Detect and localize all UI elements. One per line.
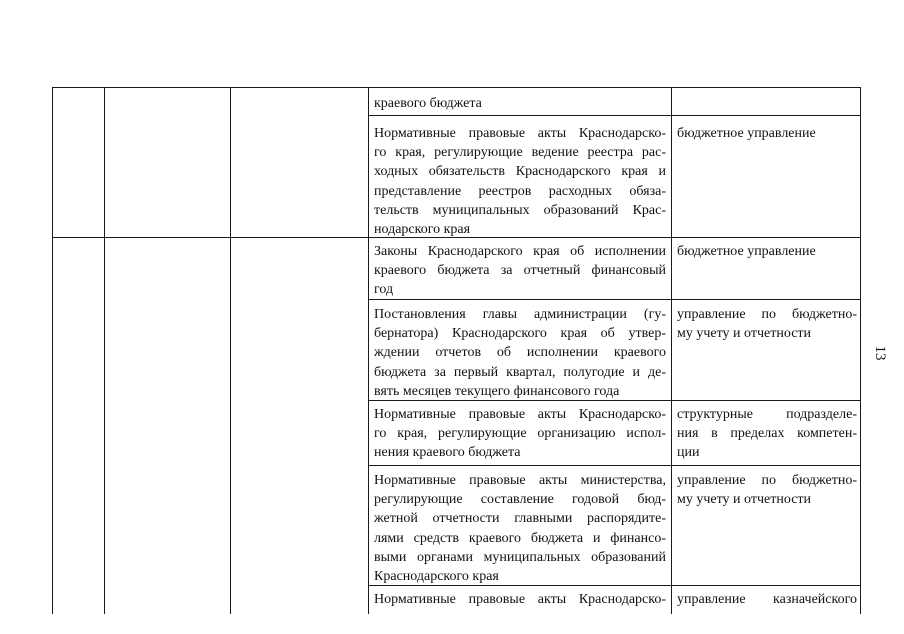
text-line: жетной отчетности главными распорядите- xyxy=(374,511,666,527)
text-line: представление реестров расходных обяза- xyxy=(374,183,666,199)
document-cell xyxy=(374,242,666,300)
column-divider-1 xyxy=(104,87,105,614)
text-line: му учету и отчетности xyxy=(677,326,812,342)
text-line: ции xyxy=(677,445,700,461)
text-line: бернатора) Краснодарского края об утвер- xyxy=(374,326,666,342)
document-cell xyxy=(374,471,666,586)
text-line: лями средств краевого бюджета и финансо- xyxy=(374,530,666,546)
text-line: тельств муниципальных образований Крас- xyxy=(374,202,666,218)
column-divider-4 xyxy=(671,87,672,614)
executor-cell xyxy=(677,471,857,509)
text-line: го края, регулирующие ведение реестра рас- xyxy=(374,145,666,161)
text-line: управление по бюджетно- xyxy=(677,473,857,488)
text-line: вять месяцев текущего финансового года xyxy=(374,383,620,399)
table-border-top xyxy=(52,87,861,88)
text-line: го края, регулирующие организацию испол- xyxy=(374,426,666,442)
page-number: 13 xyxy=(872,345,888,361)
executor-cell xyxy=(677,590,857,609)
text-line: нения краевого бюджета xyxy=(374,445,521,461)
text-line: Нормативные правовые акты Краснодарско- xyxy=(374,126,666,141)
text-line: управление казначейского xyxy=(677,592,857,607)
text-line: бюджета за первый квартал, полугодие и де- xyxy=(374,364,666,380)
text-line: управление по бюджетно- xyxy=(677,307,857,322)
document-cell xyxy=(374,305,666,401)
text-line: бюджетное управление xyxy=(677,244,816,259)
text-line: бюджетное управление xyxy=(677,126,816,141)
document-cell xyxy=(374,590,666,609)
text-line: ния в пределах компетен- xyxy=(677,426,857,442)
text-line: нодарского края xyxy=(374,222,471,238)
text-line: выми органами муниципальных образований xyxy=(374,549,666,565)
text-line: Нормативные правовые акты Краснодарско- xyxy=(374,592,666,607)
column-divider-2 xyxy=(230,87,231,614)
document-cell xyxy=(374,94,666,113)
executor-cell xyxy=(677,305,857,343)
row-separator xyxy=(368,115,861,116)
text-line: краевого бюджета xyxy=(374,96,482,111)
text-line: год xyxy=(374,282,394,298)
text-line: му учету и отчетности xyxy=(677,492,812,508)
table-border-right xyxy=(860,87,861,614)
document-cell xyxy=(374,124,666,239)
text-line: ждении отчетов об исполнении краевого xyxy=(374,345,666,361)
table-border-left xyxy=(52,87,53,614)
text-line: Нормативные правовые акты министерства, xyxy=(374,473,666,488)
text-line: ходных обязательств Краснодарского края и xyxy=(374,164,666,180)
column-divider-3 xyxy=(368,87,369,614)
text-line: структурные подразделе- xyxy=(677,407,857,422)
executor-cell xyxy=(677,242,857,261)
text-line: Законы Краснодарского края об исполнении xyxy=(374,244,666,259)
text-line: Краснодарского края xyxy=(374,569,499,585)
executor-cell xyxy=(677,405,857,463)
text-line: краевого бюджета за отчетный финансовый xyxy=(374,263,666,279)
text-line: Постановления главы администрации (гу- xyxy=(374,307,666,322)
text-line: Нормативные правовые акты Краснодарско- xyxy=(374,407,666,422)
text-line: регулирующие составление годовой бюд- xyxy=(374,492,666,508)
row-separator xyxy=(368,465,861,466)
document-cell xyxy=(374,405,666,463)
executor-cell xyxy=(677,124,857,143)
